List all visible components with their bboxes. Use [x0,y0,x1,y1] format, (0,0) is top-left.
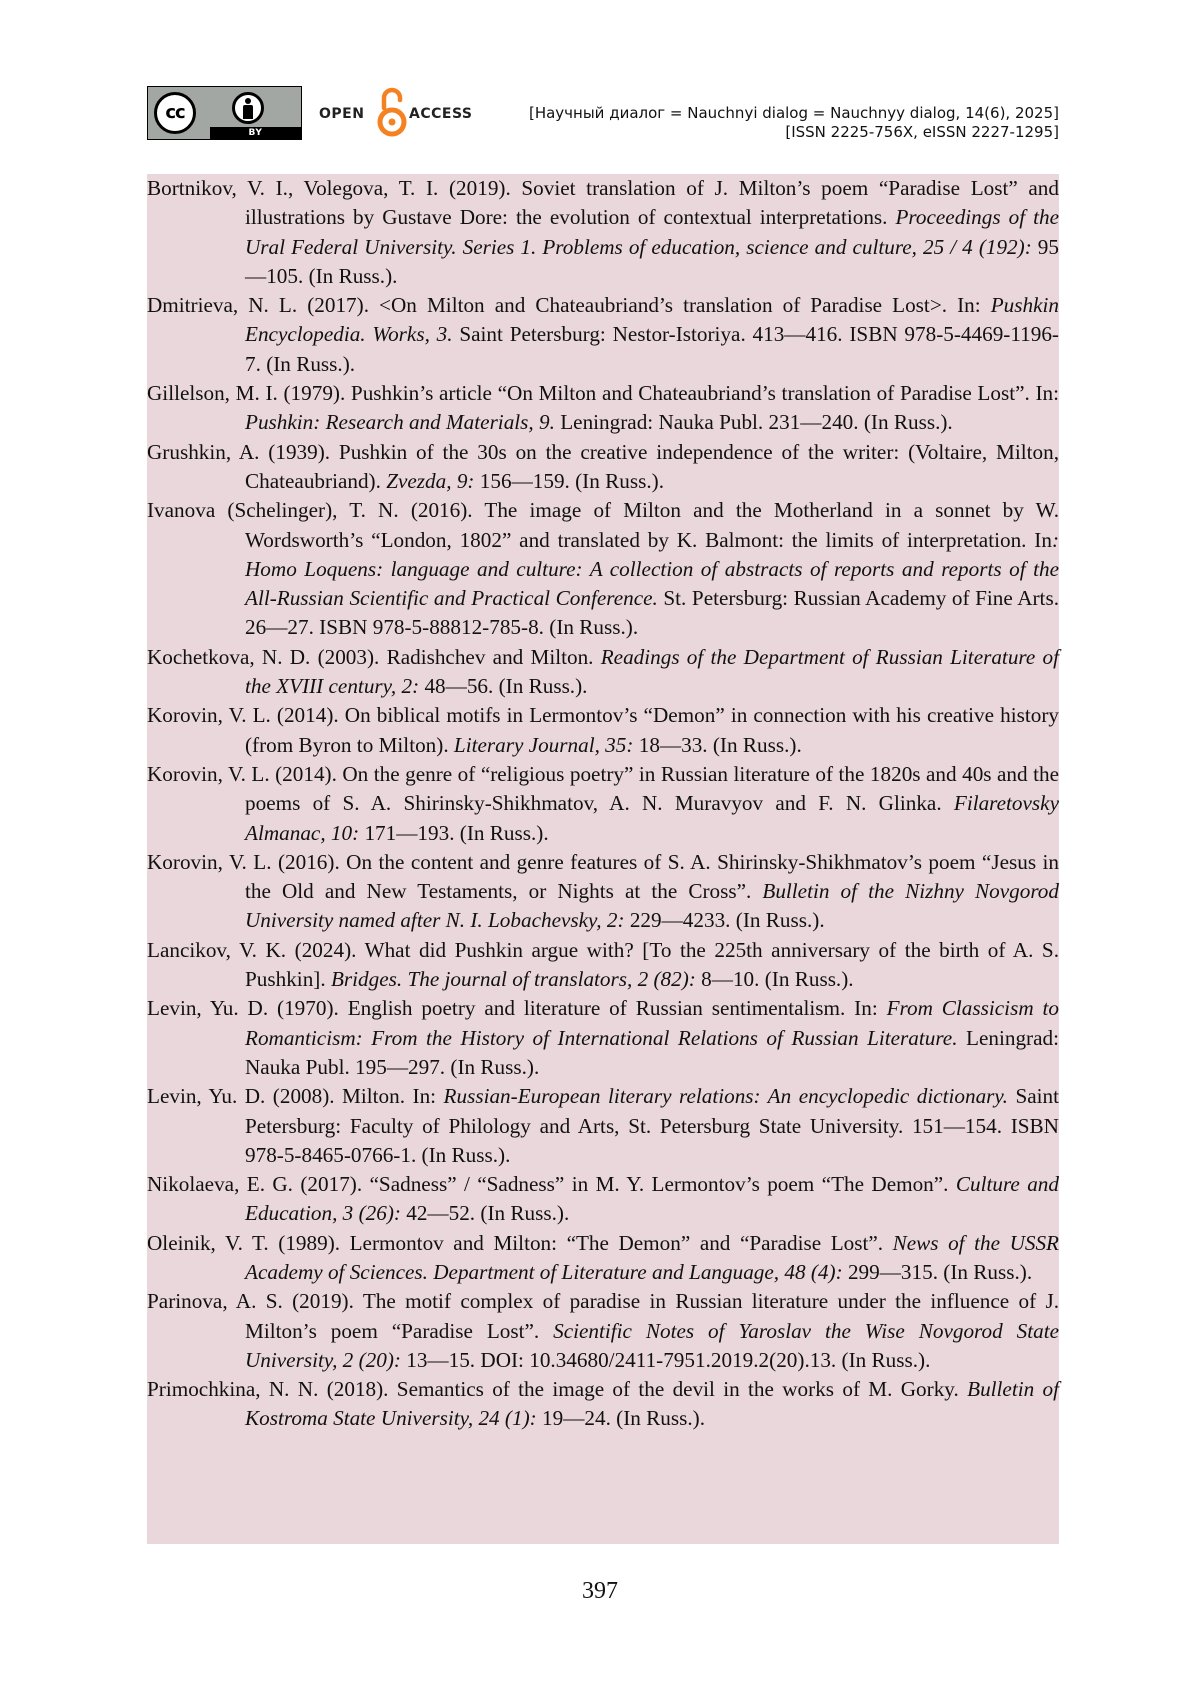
reference-source: Pushkin: Research and Materials, 9. [245,410,555,435]
reference-details: Leningrad: Nauka Publ. 195—297. (In Russ.). [245,1025,1059,1079]
reference-source: Bulletin of the Nizhny Novgorod University named after N. I. Lobachevsky, 2: [245,879,1059,933]
reference-text: Korovin, V. L. (2014). On the genre of “religious poetry” in Russian literature of the 1820s and 40s and the poems of S. A. Shirinsky-Shikhmatov, A. N. Muravyov and F. N. Glinka. [147,761,1059,816]
reference-details: Leningrad: Nauka Publ. 231—240. (In Russ.). [554,410,953,435]
reference-source: Bridges. The journal of translators, 2 (82): [330,967,696,992]
page-header [147,86,1059,142]
reference-details: 42—52. (In Russ.). [400,1201,570,1226]
reference-text: Levin, Yu. D. (1970). English poetry and literature of Russian sentimentalism. In: [147,996,887,1021]
reference-details: 48—56. (In Russ.). [419,674,588,699]
reference-source: : Homo Loquens: language and culture: A collection of abstracts of reports and reports of the All-Russian Scientific and Practical Conference. [245,527,1059,611]
reference-text: Levin, Yu. D. (2008). Milton. In: [147,1084,444,1109]
reference-entry [147,1170,1059,1229]
reference-text: Gillelson, M. I. (1979). Pushkin’s article “On Milton and Chateaubriand’s translation of Paradise Lost”. In: [147,381,1059,406]
reference-details: 171—193. (In Russ.). [359,820,549,845]
reference-details: 95—105. (In Russ.). [245,234,1059,288]
reference-source: Culture and Education, 3 (26): [245,1172,1059,1226]
reference-details: 156—159. (In Russ.). [474,468,664,493]
cc-by-license-badge[interactable] [147,86,302,140]
reference-text: Kochetkova, N. D. (2003). Radishchev and Milton. [147,644,601,669]
reference-text: Ivanova (Schelinger), T. N. (2016). The image of Milton and the Motherland in a sonnet by W. Wordsworth’s “London, 1802” and translated by K. Balmont: the limits of interpretation. In [147,498,1059,552]
open-access-lock-icon [375,86,409,140]
reference-text: Korovin, V. L. (2016). On the content and genre features of S. A. Shirinsky-Shikhmatov’s poem “Jesus in the Old and New Testaments, or Nights at the Cross”. [147,849,1059,904]
reference-text: Bortnikov, V. I., Volegova, T. I. (2019). Soviet translation of J. Milton’s poem “Paradise Lost” and illustrations by Gustave Dore: the evolution of contextual interpretations. [147,176,1059,230]
reference-text: Lancikov, V. K. (2024). What did Pushkin argue with? [To the 225th anniversary of the birth of A. S. Pushkin]. [147,937,1059,992]
reference-list [147,174,1059,1544]
reference-source: Filaretovsky Almanac, 10: [245,791,1059,845]
journal-issn-line: [ISSN 2225-756X, eISSN 2227-1295] [785,123,1059,141]
reference-entry [147,496,1059,642]
license-label: BY [248,128,263,138]
reference-source: Zvezda, 9: [386,468,475,493]
open-label: OPEN [319,106,365,122]
reference-details: Saint Petersburg: Faculty of Philology and Arts, St. Petersburg State University. 151—154. ISBN 978-5-8465-0766-1. (In Russ.). [245,1084,1059,1167]
reference-source: Scientific Notes of Yaroslav the Wise Novgorod State University, 2 (20): [245,1318,1059,1372]
journal-title-line: [Научный диалог = Nauchnyi dialog = Nauchnyy dialog, 14(6), 2025] [528,104,1059,122]
reference-entry [147,994,1059,1082]
reference-entry [147,936,1059,995]
access-label: ACCESS [409,106,473,122]
reference-entry [147,1287,1059,1375]
reference-entry [147,643,1059,702]
reference-source: From Classicism to Romanticism: From the History of International Relations of Russian Literature. [245,996,1059,1050]
reference-details: 229—4233. (In Russ.). [624,908,825,933]
attribution-icon [232,92,264,124]
reference-entry [147,1375,1059,1434]
reference-source: Literary Journal, 35: [453,732,634,757]
reference-entry [147,174,1059,291]
creative-commons-icon: cc [154,92,196,134]
reference-entry [147,760,1059,848]
reference-source: News of the USSR Academy of Sciences. Department of Literature and Language, 48 (4): [245,1230,1059,1284]
reference-entry [147,291,1059,379]
reference-source: Readings of the Department of Russian Literature of the XVIII century, 2: [245,644,1059,699]
reference-entry [147,438,1059,497]
reference-details: St. Petersburg: Russian Academy of Fine Arts. 26—27. ISBN 978-5-88812-785-8. (In Russ.). [245,586,1059,640]
reference-entry [147,848,1059,936]
reference-text: Dmitrieva, N. L. (2017). <On Milton and Chateaubriand’s translation of Paradise Lost>. In: [147,293,991,318]
reference-details: 19—24. (In Russ.). [536,1406,706,1431]
reference-text: Primochkina, N. N. (2018). Semantics of the image of the devil in the works of M. Gorky. [147,1377,968,1402]
reference-details: 8—10. (In Russ.). [695,967,854,992]
reference-details: 18—33. (In Russ.). [633,732,802,757]
page-number: 397 [582,1578,618,1604]
reference-entry [147,701,1059,760]
reference-entry [147,1229,1059,1288]
reference-text: Parinova, A. S. (2019). The motif complex of paradise in Russian literature under the influence of J. Milton’s poem “Paradise Lost”. [147,1289,1059,1343]
reference-text: Nikolaeva, E. G. (2017). “Sadness” / “Sadness” in M. Y. Lermontov’s poem “The Demon”. [147,1172,956,1197]
reference-text: Oleinik, V. T. (1989). Lermontov and Milton: “The Demon” and “Paradise Lost”. [147,1230,893,1255]
reference-details: 13—15. DOI: 10.34680/2411-7951.2019.2(20).13. (In Russ.). [400,1347,931,1372]
reference-source: Proceedings of the Ural Federal University. Series 1. Problems of education, science and culture, 25 / 4 (192): [245,205,1059,259]
reference-text: Korovin, V. L. (2014). On biblical motifs in Lermontov’s “Demon” in connection with his creative history (from Byron to Milton). [147,703,1059,757]
reference-entries [147,174,1059,1434]
reference-details: Saint Petersburg: Nestor-Istoriya. 413—416. ISBN 978-5-4469-1196-7. (In Russ.). [245,322,1059,376]
journal-citation [529,104,1059,142]
reference-source: Bulletin of Kostroma State University, 24 (1): [245,1377,1059,1431]
reference-source: Pushkin Encyclopedia. Works, 3. [245,293,1059,347]
reference-details: 299—315. (In Russ.). [842,1259,1033,1284]
reference-entry [147,379,1059,438]
reference-text: Grushkin, A. (1939). Pushkin of the 30s on the creative independence of the writer: (Voltaire, Milton, Chateaubriand). [147,439,1059,493]
reference-source: Russian-European literary relations: An encyclopedic dictionary. [443,1084,1008,1109]
reference-entry [147,1082,1059,1170]
